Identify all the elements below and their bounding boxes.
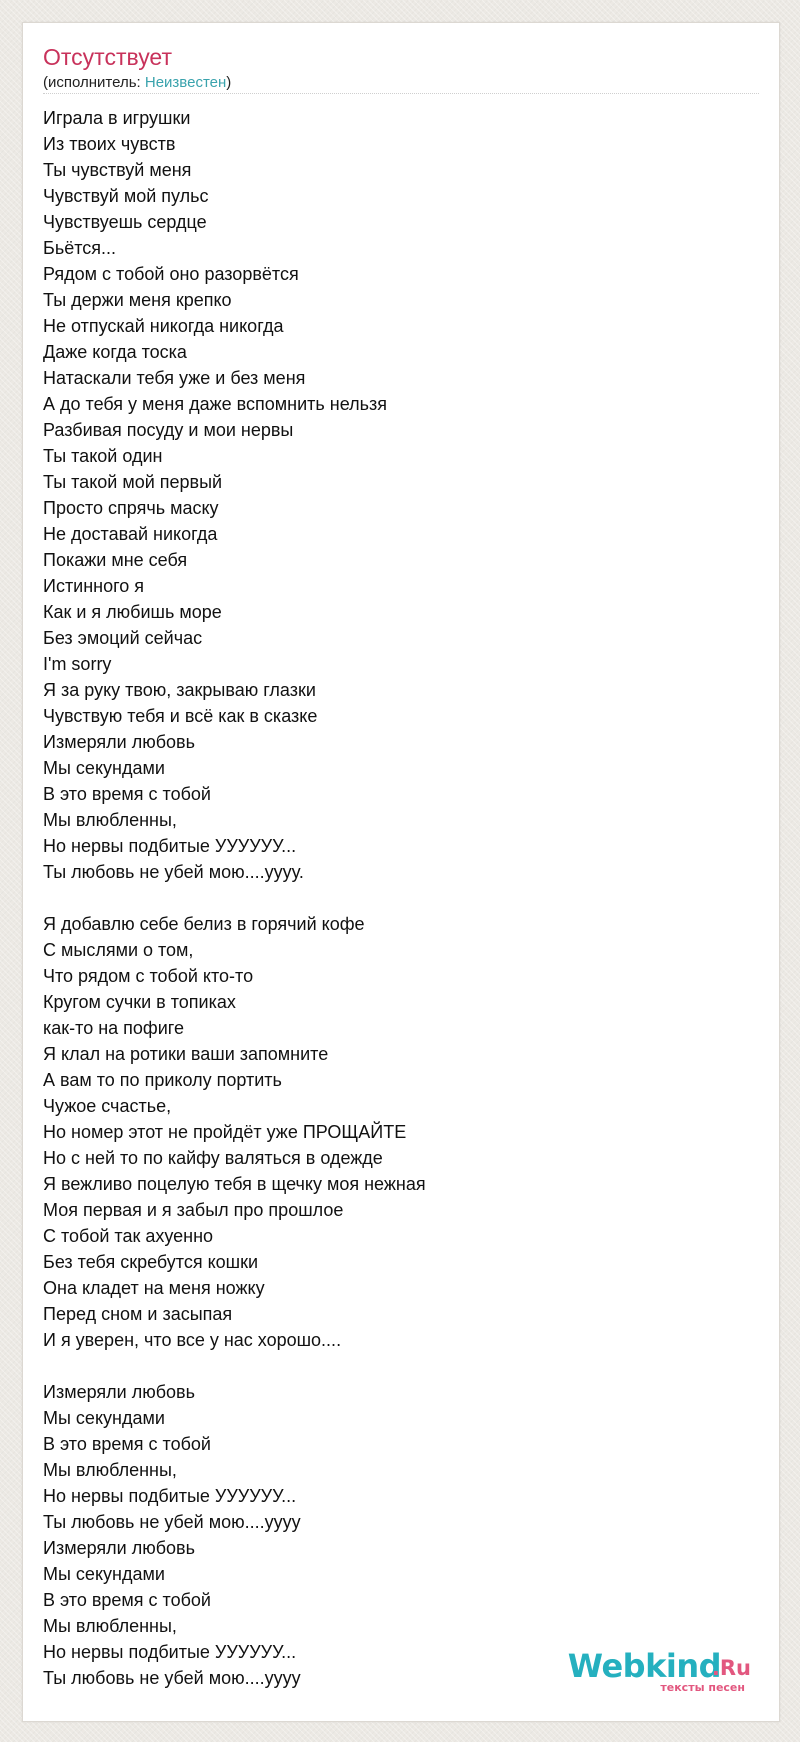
lyric-line: В это время с тобой [43, 1590, 211, 1610]
lyrics-card [22, 22, 780, 1722]
lyric-line: Даже когда тоска [43, 342, 187, 362]
lyric-line: С тобой так ахуенно [43, 1226, 214, 1246]
lyric-line: Ты любовь не убей мою....уууу [43, 1668, 301, 1688]
artist-suffix: ) [226, 74, 232, 91]
lyric-line: Что рядом с тобой кто-то [43, 966, 254, 986]
lyric-line: В это время с тобой [43, 784, 211, 804]
lyric-line: Я добавлю себе белиз в горячий кофе [43, 914, 365, 934]
lyric-line: Просто спрячь маску [43, 498, 219, 518]
lyric-line: Играла в игрушки [43, 108, 191, 128]
lyric-line: Бьётся... [43, 238, 116, 258]
lyric-line: А до тебя у меня даже вспомнить нельзя [43, 394, 388, 414]
lyric-line: Ты чувствуй меня [43, 160, 192, 180]
lyric-line: Разбивая посуду и мои нервы [43, 420, 294, 440]
lyric-line: И я уверен, что все у нас хорошо.... [43, 1330, 342, 1350]
lyric-line: Рядом с тобой оно разорвётся [43, 264, 299, 284]
lyric-line: Измеряли любовь [43, 1538, 195, 1558]
lyric-line: Я вежливо поцелую тебя в щечку моя нежная [43, 1174, 426, 1194]
lyric-line: Чувствуешь сердце [43, 212, 207, 232]
lyric-line: Чужое счастье, [43, 1096, 172, 1116]
lyric-line: Из твоих чувств [43, 134, 176, 154]
lyric-line: Ты любовь не убей мою....уууу. [43, 862, 304, 882]
lyric-line: Но нервы подбитые УУУУУУ... [43, 1486, 297, 1506]
artist-link[interactable]: Неизвестен [144, 74, 227, 91]
lyric-line: Как и я любишь море [43, 602, 222, 622]
lyric-line: Истинного я [43, 576, 145, 596]
lyric-line: Перед сном и засыпая [43, 1304, 233, 1324]
stanza-break [43, 885, 743, 911]
lyric-line: Покажи мне себя [43, 550, 188, 570]
lyric-line: Ты такой мой первый [43, 472, 223, 492]
lyric-line: Кругом сучки в топиках [43, 992, 236, 1012]
lyric-line: Мы секундами [43, 1408, 165, 1428]
logo-wordmark: Webkind [567, 1647, 721, 1685]
lyrics-text [43, 105, 743, 1691]
lyric-line: Но нервы подбитые УУУУУУ... [43, 1642, 297, 1662]
lyric-line: Мы секундами [43, 1564, 165, 1584]
artist-line [43, 74, 231, 92]
lyric-line: как-то на пофиге [43, 1018, 184, 1038]
logo-domain: .Ru [711, 1656, 751, 1680]
lyric-line: Не доставай никогда [43, 524, 218, 544]
lyric-line: Измеряли любовь [43, 732, 195, 752]
header-divider [43, 93, 759, 94]
lyric-line: Ты любовь не убей мою....уууу [43, 1512, 301, 1532]
lyric-line: С мыслями о том, [43, 940, 194, 960]
lyric-line: Без эмоций сейчас [43, 628, 203, 648]
song-title: Отсутствует [43, 44, 172, 70]
lyric-line: Мы влюбленны, [43, 1616, 177, 1636]
lyric-line: Но номер этот не пройдёт уже ПРОЩАЙТЕ [43, 1122, 407, 1142]
lyric-line: Она кладет на меня ножку [43, 1278, 265, 1298]
lyric-line: Мы секундами [43, 758, 165, 778]
lyric-line: Но нервы подбитые УУУУУУ... [43, 836, 297, 856]
lyric-line: Натаскали тебя уже и без меня [43, 368, 306, 388]
stanza-break [43, 1353, 743, 1379]
lyric-line: Мы влюбленны, [43, 1460, 177, 1480]
lyric-line: I'm sorry [43, 654, 112, 674]
lyric-line: Но с ней то по кайфу валяться в одежде [43, 1148, 383, 1168]
lyric-line: Измеряли любовь [43, 1382, 195, 1402]
lyric-line: Ты держи меня крепко [43, 290, 232, 310]
logo-tagline: тексты песен [660, 1681, 745, 1694]
site-logo[interactable] [551, 1647, 751, 1697]
lyric-line: Моя первая и я забыл про прошлое [43, 1200, 344, 1220]
lyric-line: Ты такой один [43, 446, 163, 466]
lyric-line: Я клал на ротики ваши запомните [43, 1044, 329, 1064]
artist-prefix: (исполнитель: [43, 74, 145, 91]
lyric-line: В это время с тобой [43, 1434, 211, 1454]
lyric-line: Чувствуй мой пульс [43, 186, 209, 206]
lyric-line: Я за руку твою, закрываю глазки [43, 680, 316, 700]
lyric-line: Чувствую тебя и всё как в сказке [43, 706, 318, 726]
lyric-line: Без тебя скребутся кошки [43, 1252, 259, 1272]
lyric-line: Не отпускай никогда никогда [43, 316, 284, 336]
lyric-line: Мы влюбленны, [43, 810, 177, 830]
lyric-line: А вам то по приколу портить [43, 1070, 282, 1090]
